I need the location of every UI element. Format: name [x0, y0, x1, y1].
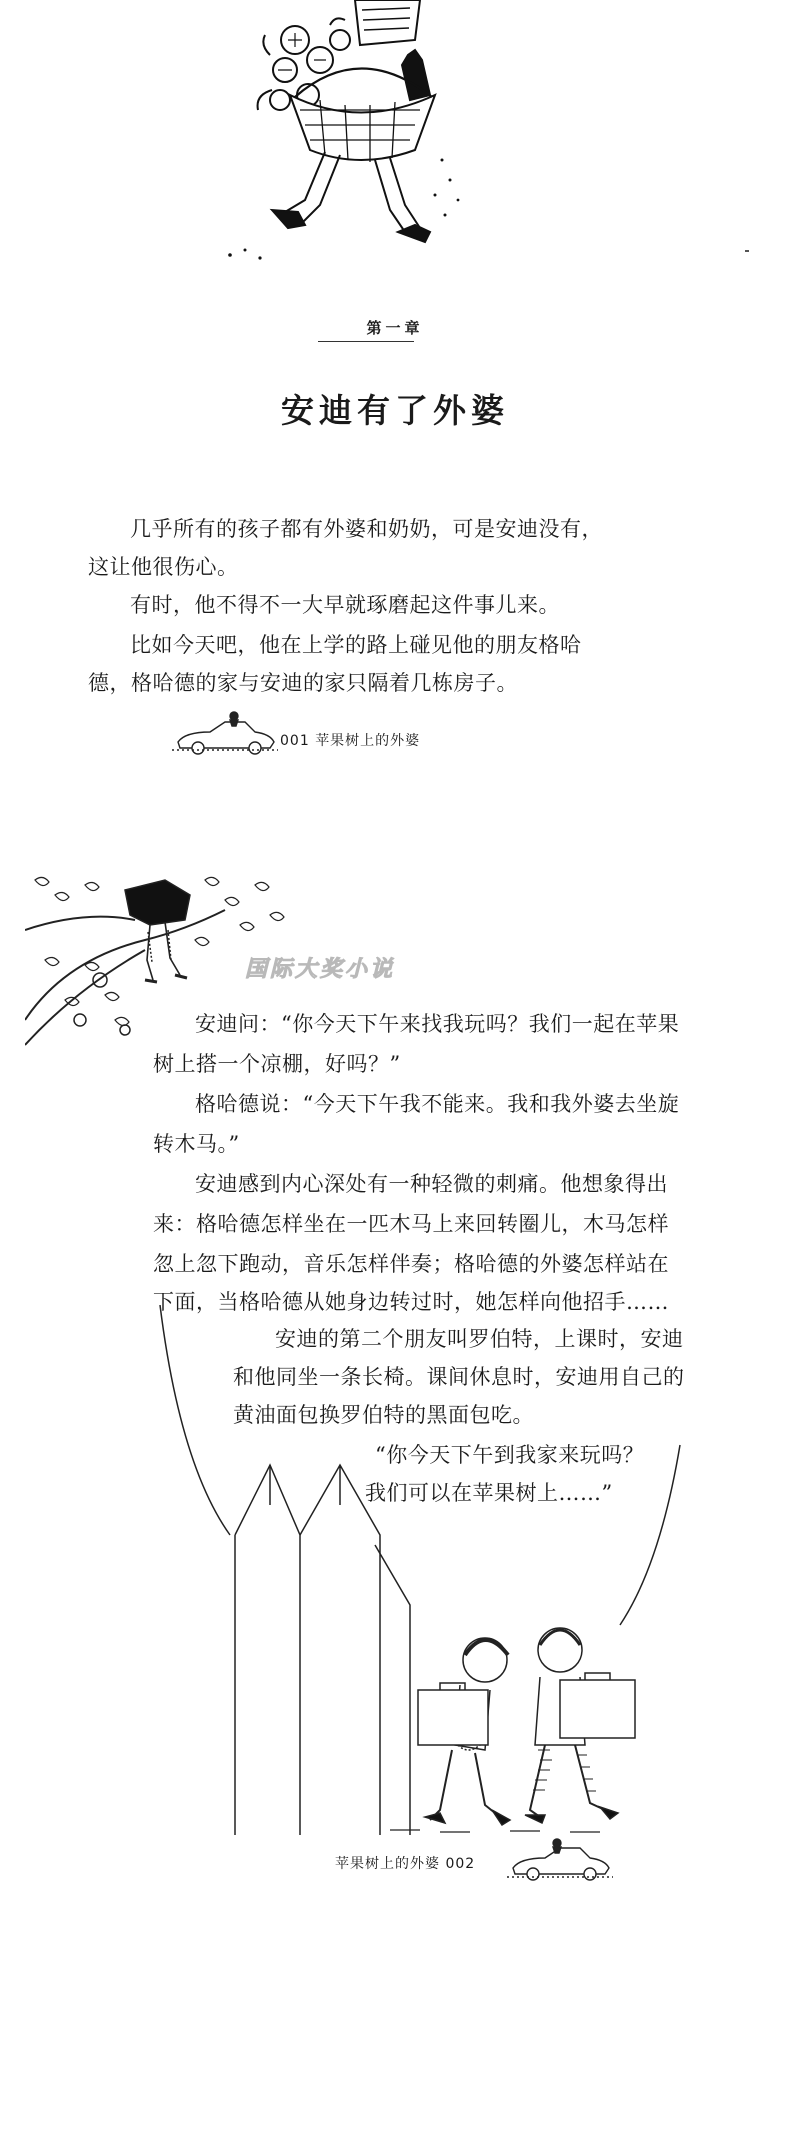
running-title: 苹果树上的外婆 — [335, 1856, 440, 1872]
page-mark — [745, 250, 749, 252]
paragraph-line: 忽上忽下跑动，音乐怎样伴奏；格哈德的外婆怎样站在 — [153, 1252, 669, 1276]
paragraph-line: 树上搭一个凉棚，好吗？” — [153, 1052, 401, 1076]
car-icon — [170, 710, 280, 760]
paragraph-line: 比如今天吧，他在上学的路上碰见他的朋友格哈 — [130, 633, 582, 657]
paragraph-line: 安迪感到内心深处有一种轻微的刺痛。他想象得出 — [195, 1172, 668, 1196]
paragraph-line: 转木马。” — [153, 1132, 240, 1156]
paragraph-line: 德，格哈德的家与安迪的家只隔着几栋房子。 — [88, 671, 518, 695]
paragraph-line: 我们可以在苹果树上……” — [365, 1481, 613, 1505]
page-footer — [280, 730, 420, 750]
paragraph-line: 几乎所有的孩子都有外婆和奶奶，可是安迪没有， — [130, 517, 603, 541]
paragraph-line: 这让他很伤心。 — [88, 555, 239, 579]
page-number: 001 — [280, 733, 310, 749]
watermark-text: 国际大奖小说 — [245, 957, 396, 982]
paragraph-line: 来：格哈德怎样坐在一匹木马上来回转圈儿，木马怎样 — [153, 1212, 669, 1236]
basket-carrier-illustration — [210, 0, 470, 270]
chapter-underline — [318, 341, 414, 342]
running-title: 苹果树上的外婆 — [315, 733, 421, 749]
chapter-title: 安迪有了外婆 — [281, 391, 509, 430]
paragraph-line: 下面，当格哈德从她身边转过时，她怎样向他招手…… — [153, 1290, 669, 1314]
paragraph-line: 格哈德说：“今天下午我不能来。我和我外婆去坐旋 — [195, 1092, 680, 1116]
boys-walking-illustration — [140, 1305, 700, 1835]
page-number: 002 — [445, 1856, 476, 1872]
page-footer — [335, 1853, 475, 1873]
car-icon — [505, 1838, 615, 1886]
paragraph-line: 和他同坐一条长椅。课间休息时，安迪用自己的 — [233, 1365, 685, 1389]
paragraph-line: 有时，他不得不一大早就琢磨起这件事儿来。 — [130, 593, 560, 617]
chapter-label: 第一章 — [366, 319, 424, 337]
paragraph-line: “你今天下午到我家来玩吗？ — [375, 1443, 645, 1467]
paragraph-line: 安迪的第二个朋友叫罗伯特，上课时，安迪 — [275, 1327, 684, 1351]
paragraph-line: 安迪问：“你今天下午来找我玩吗？我们一起在苹果 — [195, 1012, 680, 1036]
paragraph-line: 黄油面包换罗伯特的黑面包吃。 — [233, 1403, 534, 1427]
